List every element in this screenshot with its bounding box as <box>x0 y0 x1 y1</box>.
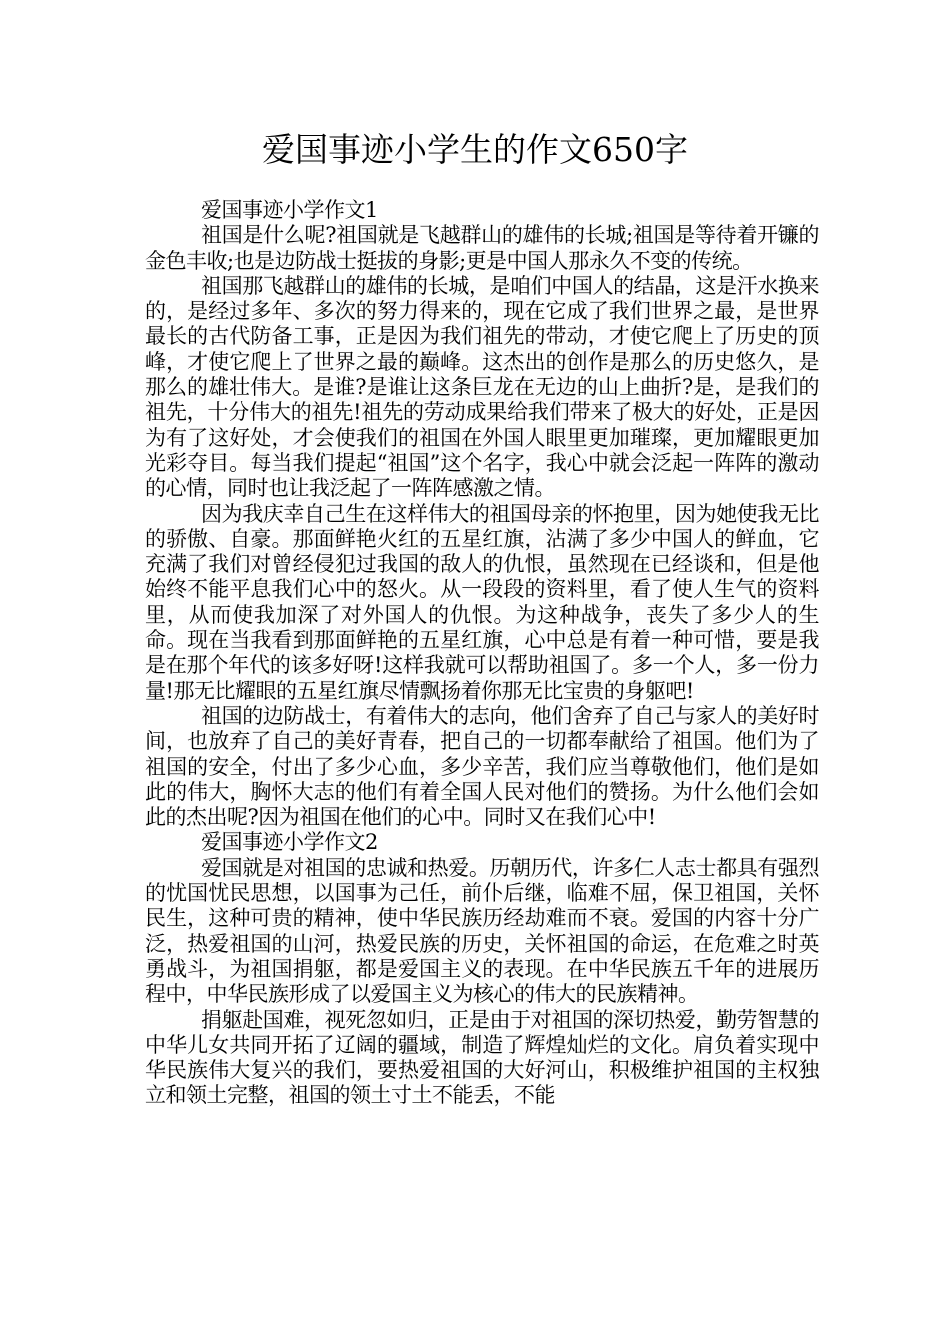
paragraph: 祖国是什么呢?祖国就是飞越群山的雄伟的长城;祖国是等待着开镰的金色丰收;也是边防战士挺拔的身影;更是中国人那永久不变的传统。 <box>145 223 819 273</box>
paragraph: 祖国的边防战士，有着伟大的志向，他们舍弃了自己与家人的美好时间，也放弃了自己的美好青春，把自己的一切都奉献给了祖国。他们为了祖国的安全，付出了多少心血，多少辛苦，我们应当尊敬他们，他们是如此的伟大，胸怀大志的他们有着全国人民对他们的赞扬。为什么他们会如此的杰出呢?因为祖国在他们的心中。同时又在我们心中! <box>145 703 819 830</box>
document-body <box>145 198 819 1109</box>
paragraph: 爱国就是对祖国的忠诚和热爱。历朝历代，许多仁人志士都具有强烈的忧国忧民思想，以国事为己任，前仆后继，临难不屈，保卫祖国，关怀民生，这种可贵的精神，使中华民族历经劫难而不衰。爱国的内容十分广泛，热爱祖国的山河，热爱民族的历史，关怀祖国的命运，在危难之时英勇战斗，为祖国捐躯，都是爱国主义的表现。在中华民族五千年的进展历程中，中华民族形成了以爱国主义为核心的伟大的民族精神。 <box>145 855 819 1007</box>
paragraph: 因为我庆幸自己生在这样伟大的祖国母亲的怀抱里，因为她使我无比的骄傲、自豪。那面鲜艳火红的五星红旗，沾满了多少中国人的鲜血，它充满了我们对曾经侵犯过我国的敌人的仇恨，虽然现在已经谈和，但是他始终不能平息我们心中的怒火。从一段段的资料里，看了使人生气的资料里，从而使我加深了对外国人的仇恨。为这种战争，丧失了多少人的生命。现在当我看到那面鲜艳的五星红旗，心中总是有着一种可惜，要是我是在那个年代的该多好呀!这样我就可以帮助祖国了。多一个人，多一份力量!那无比耀眼的五星红旗尽情飘扬着你那无比宝贵的身躯吧! <box>145 501 819 703</box>
section-heading-2: 爱国事迹小学作文2 <box>201 830 378 855</box>
paragraph: 祖国那飞越群山的雄伟的长城，是咱们中国人的结晶，这是汗水换来的，是经过多年、多次的努力得来的，现在它成了我们世界之最，是世界最长的古代防备工事，正是因为我们祖先的带动，才使它爬上了历史的顶峰，才使它爬上了世界之最的巅峰。这杰出的创作是那么的历史悠久，是那么的雄壮伟大。是谁?是谁让这条巨龙在无边的山上曲折?是，是我们的祖先，十分伟大的祖先!祖先的劳动成果给我们带来了极大的好处，正是因为有了这好处，才会使我们的祖国在外国人眼里更加璀璨，更加耀眼更加光彩夺目。每当我们提起“祖国”这个名字，我心中就会泛起一阵阵的激动的心情，同时也让我泛起了一阵阵感激之情。 <box>145 273 819 501</box>
document-title: 爱国事迹小学生的作文650字 <box>262 130 688 169</box>
section-heading-1: 爱国事迹小学作文1 <box>201 198 378 222</box>
paragraph: 捐躯赴国难，视死忽如归，正是由于对祖国的深切热爱，勤劳智慧的中华儿女共同开拓了辽阔的疆域，制造了辉煌灿烂的文化。肩负着实现中华民族伟大复兴的我们，要热爱祖国的大好河山，积极维护祖国的主权独立和领土完整，祖国的领土寸土不能丢，不能 <box>145 1007 819 1108</box>
